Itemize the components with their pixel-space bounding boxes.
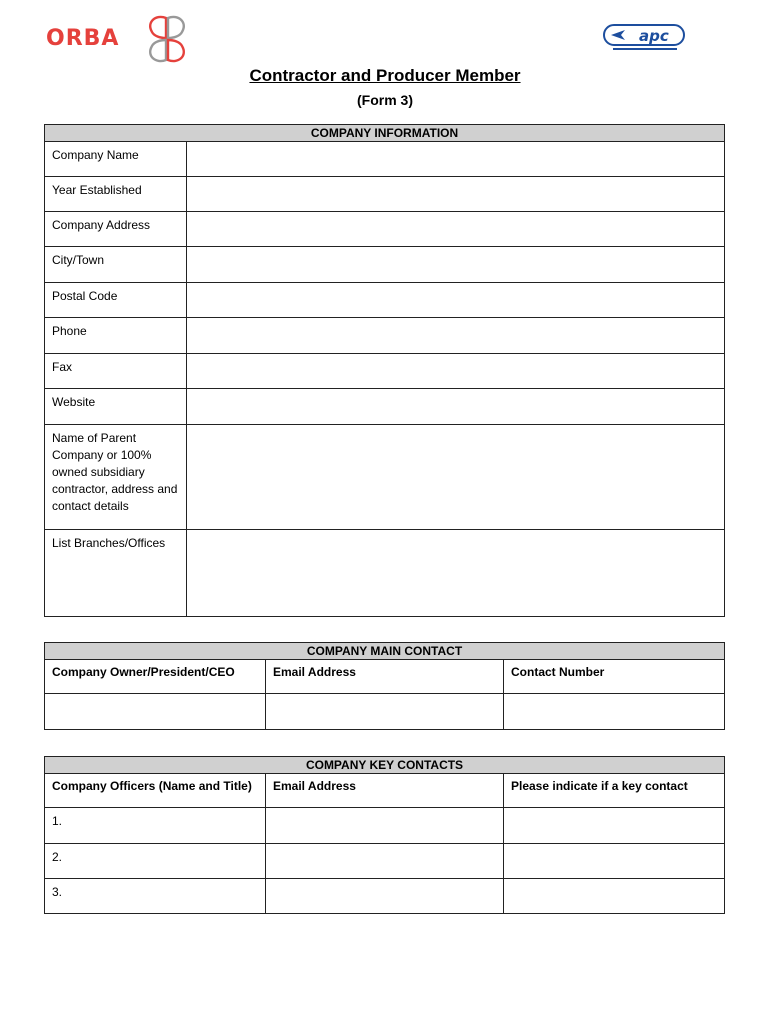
column-header: Email Address <box>266 660 504 694</box>
year-established-field[interactable] <box>187 177 725 212</box>
field-label: Phone <box>45 318 187 354</box>
field-label: Company Address <box>45 212 187 247</box>
key-contact-field[interactable] <box>504 808 725 844</box>
field-label: Website <box>45 389 187 425</box>
form-subtitle: (Form 3) <box>357 92 413 108</box>
phone-field[interactable] <box>187 318 725 354</box>
company-name-field[interactable] <box>187 142 725 177</box>
section-header: COMPANY INFORMATION <box>45 125 725 142</box>
field-label: Year Established <box>45 177 187 212</box>
table-row <box>45 844 725 879</box>
orba-logo-text: ORBA <box>46 26 120 51</box>
column-header: Company Officers (Name and Title) <box>45 774 266 808</box>
company-address-field[interactable] <box>187 212 725 247</box>
city-town-field[interactable] <box>187 247 725 283</box>
row-number[interactable]: 1. <box>45 808 266 844</box>
owner-contact-number-field[interactable] <box>504 694 725 730</box>
field-label: Company Name <box>45 142 187 177</box>
field-label: Name of Parent Company or 100% owned subsidiary contractor, address and contact details <box>45 425 187 530</box>
table-row <box>45 879 725 914</box>
field-label: List Branches/Offices <box>45 530 187 617</box>
website-field[interactable] <box>187 389 725 425</box>
fax-field[interactable] <box>187 354 725 389</box>
row-number[interactable]: 3. <box>45 879 266 914</box>
section-header: COMPANY KEY CONTACTS <box>45 757 725 774</box>
column-header: Company Owner/President/CEO <box>45 660 266 694</box>
orba-logo <box>46 14 196 64</box>
branches-offices-field[interactable] <box>187 530 725 617</box>
section-header: COMPANY MAIN CONTACT <box>45 643 725 660</box>
table-row <box>45 808 725 844</box>
orba-emblem-icon <box>142 14 192 64</box>
svg-text:apc: apc <box>639 27 669 45</box>
row-number[interactable]: 2. <box>45 844 266 879</box>
field-label: City/Town <box>45 247 187 283</box>
column-header: Please indicate if a key contact <box>504 774 725 808</box>
owner-email-field[interactable] <box>266 694 504 730</box>
company-information-table <box>44 124 725 617</box>
officer-email-field[interactable] <box>266 844 504 879</box>
key-contact-field[interactable] <box>504 879 725 914</box>
column-header: Contact Number <box>504 660 725 694</box>
company-main-contact-table <box>44 642 725 730</box>
apc-logo <box>603 23 687 55</box>
key-contact-field[interactable] <box>504 844 725 879</box>
form-title: Contractor and Producer Member <box>249 66 521 85</box>
column-header: Email Address <box>266 774 504 808</box>
field-label: Fax <box>45 354 187 389</box>
field-label: Postal Code <box>45 283 187 318</box>
officer-email-field[interactable] <box>266 879 504 914</box>
parent-company-field[interactable] <box>187 425 725 530</box>
company-key-contacts-table <box>44 756 725 914</box>
postal-code-field[interactable] <box>187 283 725 318</box>
officer-email-field[interactable] <box>266 808 504 844</box>
owner-name-field[interactable] <box>45 694 266 730</box>
